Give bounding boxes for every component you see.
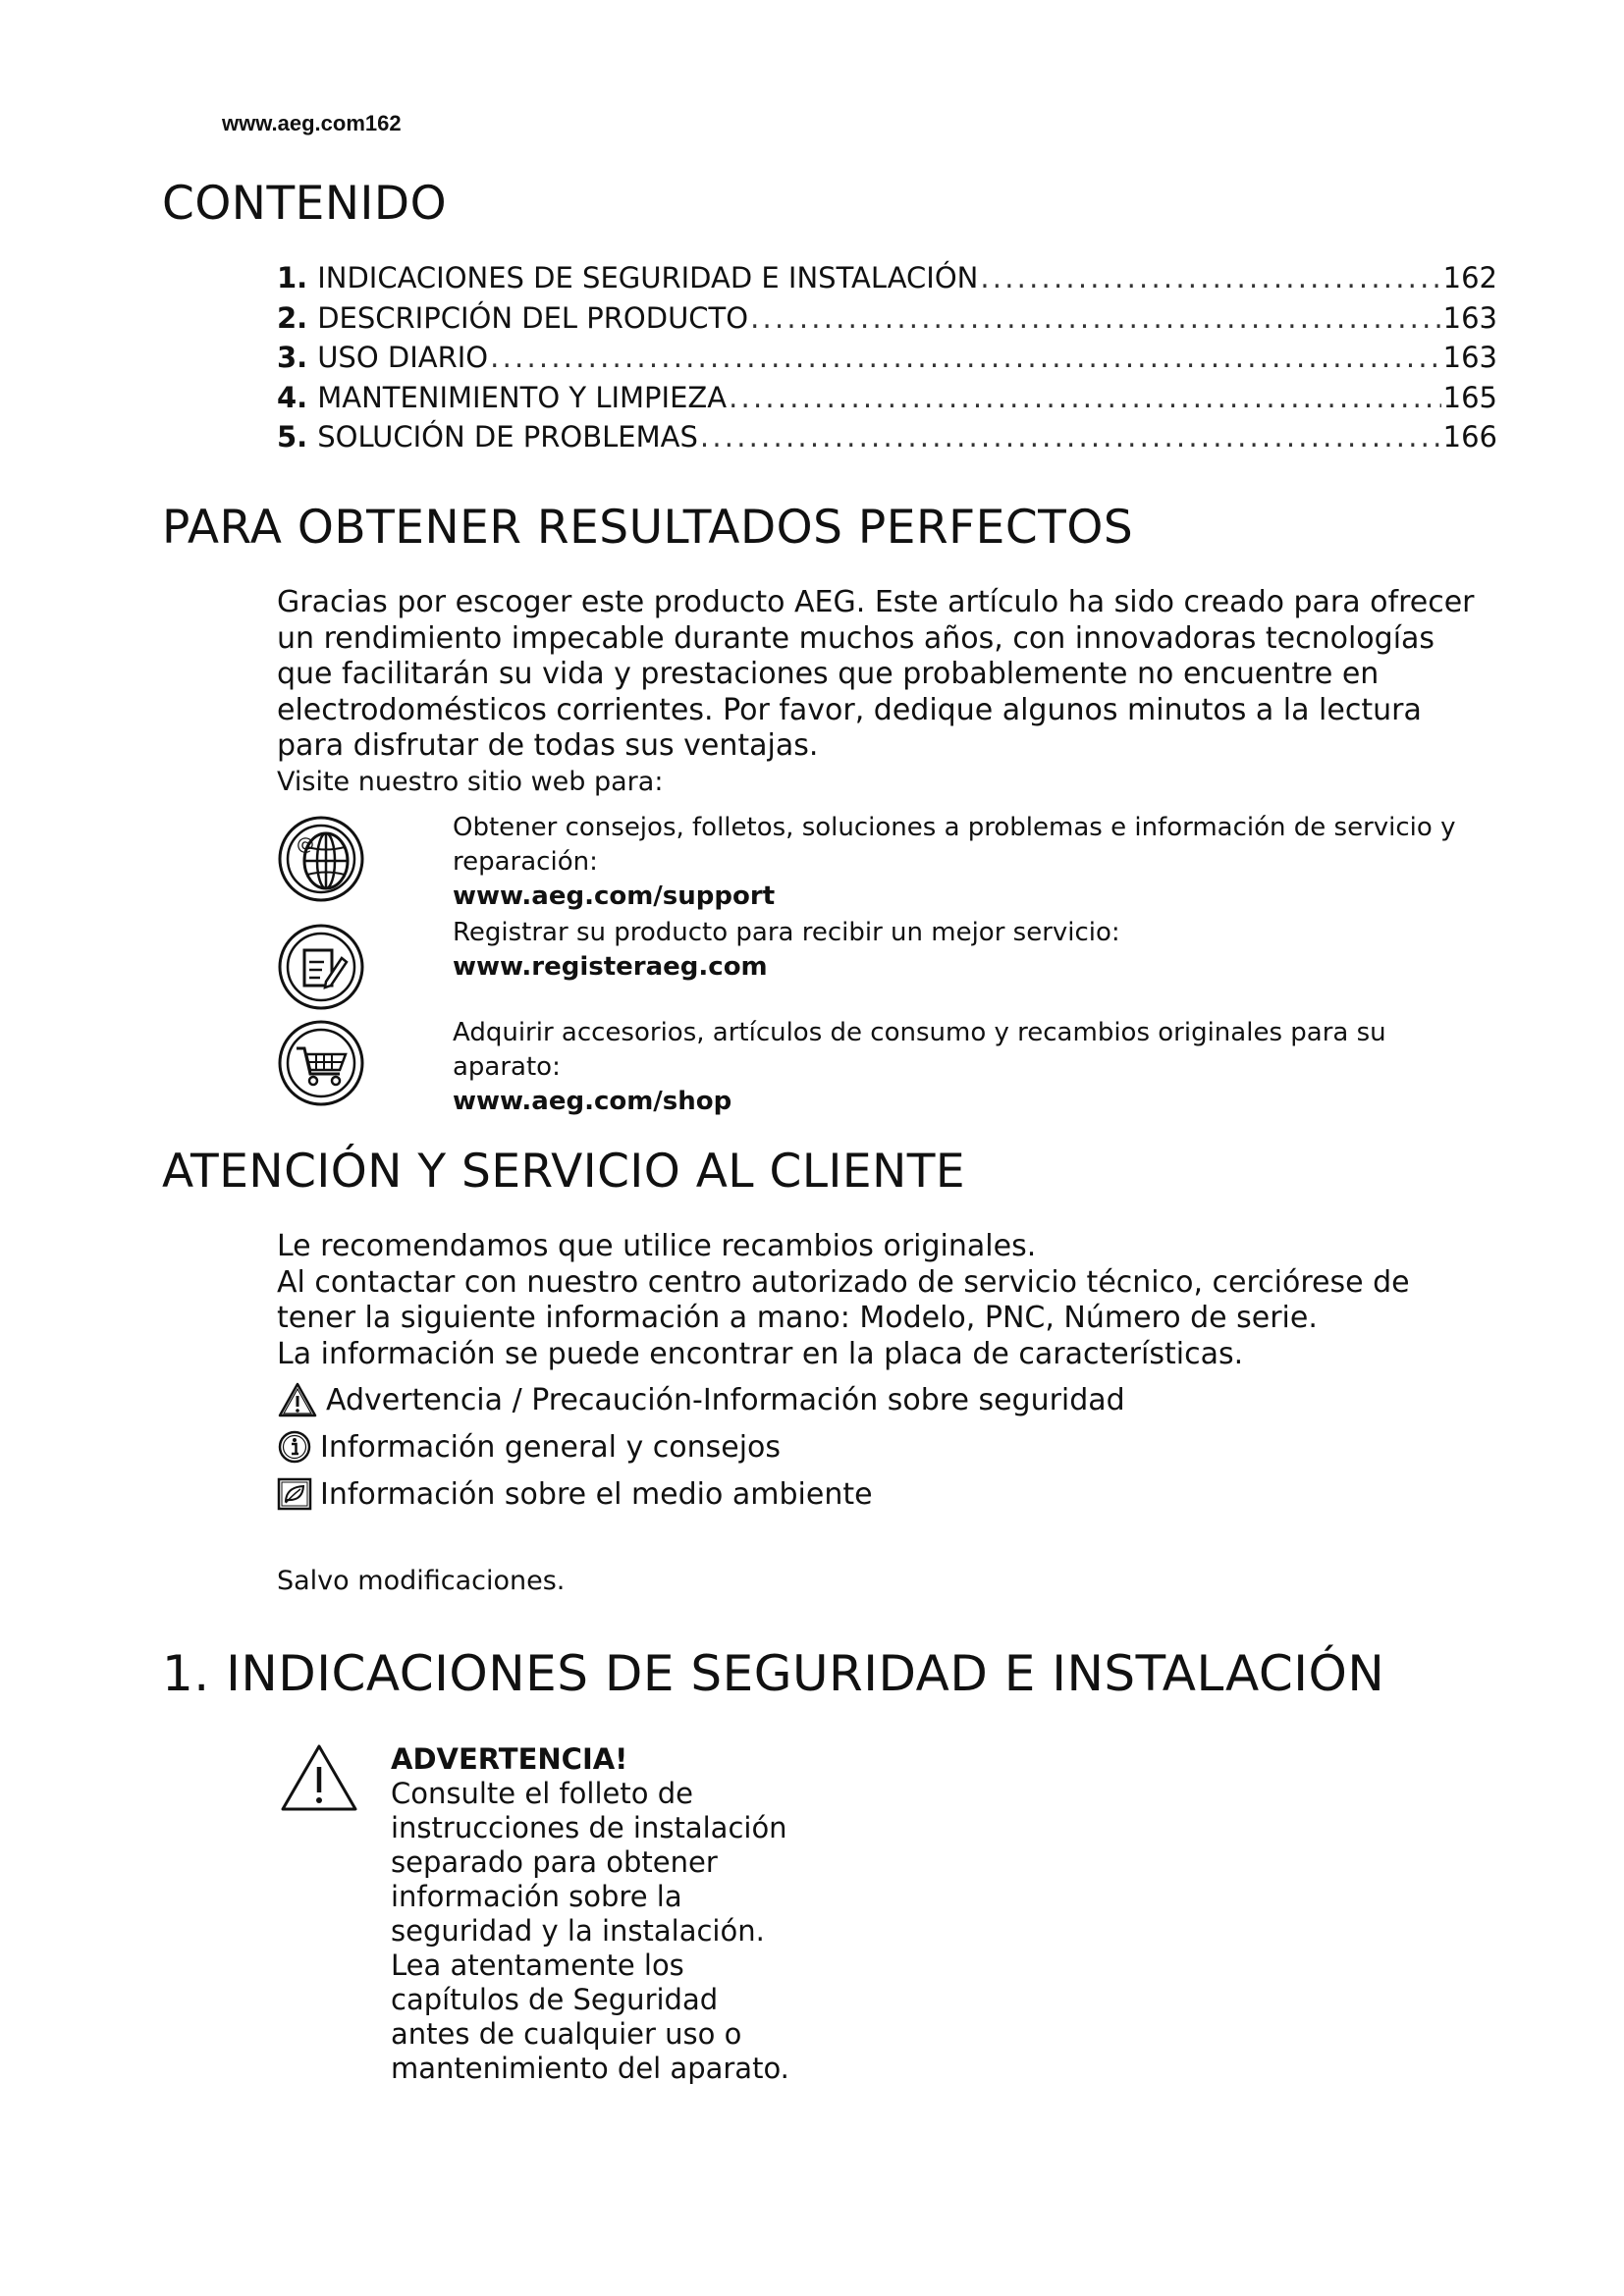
warning-triangle-icon <box>277 1381 318 1418</box>
legend-info-text: Información general y consejos <box>320 1429 782 1465</box>
service-shop-text <box>453 1016 1386 1119</box>
warning-triangle-icon <box>280 1743 358 1812</box>
warning-line: capítulos de Seguridad <box>391 1983 719 2016</box>
warning-line: seguridad y la instalación. <box>391 1914 765 1948</box>
warning-line: Consulte el folleto de <box>391 1777 693 1810</box>
toc-entry-number: 4. <box>277 380 308 414</box>
toc-entry-page: 165 <box>1442 380 1497 414</box>
warning-line: mantenimiento del aparato. <box>391 2052 789 2085</box>
warning-line: instrucciones de instalación <box>391 1811 787 1844</box>
toc-entry-label: INDICACIONES DE SEGURIDAD E INSTALACIÓN <box>317 261 979 294</box>
toc-entry-page: 166 <box>1442 420 1497 454</box>
toc-entry-number: 5. <box>277 420 308 454</box>
service-register-text <box>453 916 1120 985</box>
toc-entry-number: 3. <box>277 341 308 374</box>
environment-leaf-icon <box>277 1477 312 1511</box>
intro-line: para disfrutar de todas sus ventajas. <box>277 728 819 763</box>
svg-text:@: @ <box>297 834 314 855</box>
header-url: www.aeg.com162 <box>222 111 402 135</box>
service-line: aparato: <box>453 1052 561 1082</box>
toc-dot-leader <box>700 420 1441 454</box>
customer-service-heading: ATENCIÓN Y SERVICIO AL CLIENTE <box>162 1145 966 1199</box>
intro-line: un rendimiento impecable durante muchos años, con innovadoras tecnologías <box>277 620 1435 656</box>
warning-line: Lea atentamente los <box>391 1949 684 1982</box>
legend-environment <box>277 1474 873 1514</box>
warning-title: ADVERTENCIA! <box>391 1742 628 1776</box>
service-line: Registrar su producto para recibir un mejor servicio: <box>453 918 1120 947</box>
warning-block <box>391 1742 789 2086</box>
section-number: 1. <box>162 1645 210 1702</box>
toc-entry-label: USO DIARIO <box>317 341 489 374</box>
shopping-cart-icon <box>277 1019 365 1107</box>
toc-entry[interactable] <box>277 420 1497 460</box>
toc-entry-page: 163 <box>1442 341 1497 374</box>
safety-section-heading <box>162 1645 1384 1702</box>
register-link[interactable]: www.registeraeg.com <box>453 952 768 982</box>
warning-line: separado para obtener <box>391 1845 718 1879</box>
intro-line: Gracias por escoger este producto AEG. Este artículo ha sido creado para ofrecer <box>277 585 1475 619</box>
service-support-text <box>453 811 1455 914</box>
service-line: Adquirir accesorios, artículos de consumo y recambios originales para su <box>453 1018 1386 1047</box>
info-icon <box>277 1429 312 1465</box>
register-form-icon <box>277 923 365 1011</box>
customer-service-line: tener la siguiente información a mano: Modelo, PNC, Número de serie. <box>277 1301 1318 1335</box>
shop-link[interactable]: www.aeg.com/shop <box>453 1087 732 1116</box>
intro-line: electrodomésticos corrientes. Por favor, dedique algunos minutos a la lectura <box>277 692 1422 727</box>
intro-paragraph <box>277 585 1475 765</box>
customer-service-line: Al contactar con nuestro centro autorizado de servicio técnico, cerciórese de <box>277 1264 1410 1300</box>
service-line: reparación: <box>453 847 598 877</box>
legend-environment-text: Información sobre el medio ambiente <box>320 1476 873 1512</box>
visit-website-text: Visite nuestro sitio web para: <box>277 767 664 797</box>
warning-line: antes de cualquier uso o <box>391 2017 742 2051</box>
toc-entry-label: MANTENIMIENTO Y LIMPIEZA <box>317 380 728 414</box>
toc-dot-leader <box>750 301 1441 335</box>
service-line: Obtener consejos, folletos, soluciones a problemas e información de servicio y <box>453 813 1456 842</box>
toc-entry-label: SOLUCIÓN DE PROBLEMAS <box>317 420 698 454</box>
toc-entry-number: 1. <box>277 261 308 294</box>
perfect-results-heading: PARA OBTENER RESULTADOS PERFECTOS <box>162 501 1134 555</box>
legend-warning <box>277 1380 1125 1419</box>
toc-dot-leader <box>490 341 1441 374</box>
warning-line: información sobre la <box>391 1880 682 1913</box>
table-of-contents <box>277 261 1497 460</box>
toc-entry-page: 163 <box>1442 300 1497 335</box>
toc-entry-number: 2. <box>277 300 308 335</box>
globe-icon <box>277 815 365 903</box>
customer-service-line: La información se puede encontrar en la placa de características. <box>277 1336 1244 1371</box>
contents-heading: CONTENIDO <box>162 177 448 231</box>
toc-entry[interactable] <box>277 341 1497 381</box>
toc-entry[interactable] <box>277 301 1497 342</box>
toc-entry-label: DESCRIPCIÓN DEL PRODUCTO <box>317 300 749 335</box>
toc-dot-leader <box>729 381 1441 414</box>
customer-service-line: Le recomendamos que utilice recambios originales. <box>277 1229 1037 1263</box>
toc-entry[interactable] <box>277 261 1497 301</box>
subject-to-change-note: Salvo modificaciones. <box>277 1566 566 1596</box>
section-title: INDICACIONES DE SEGURIDAD E INSTALACIÓN <box>226 1645 1385 1702</box>
toc-entry-page: 162 <box>1442 261 1497 294</box>
intro-line: que facilitarán su vida y prestaciones que probablemente no encuentre en <box>277 657 1380 691</box>
customer-service-paragraph <box>277 1229 1410 1372</box>
legend-warning-text: Advertencia / Precaución-Información sobre seguridad <box>326 1382 1125 1417</box>
toc-dot-leader <box>980 261 1440 294</box>
legend-info <box>277 1427 781 1467</box>
toc-entry[interactable] <box>277 381 1497 421</box>
support-link[interactable]: www.aeg.com/support <box>453 881 776 911</box>
